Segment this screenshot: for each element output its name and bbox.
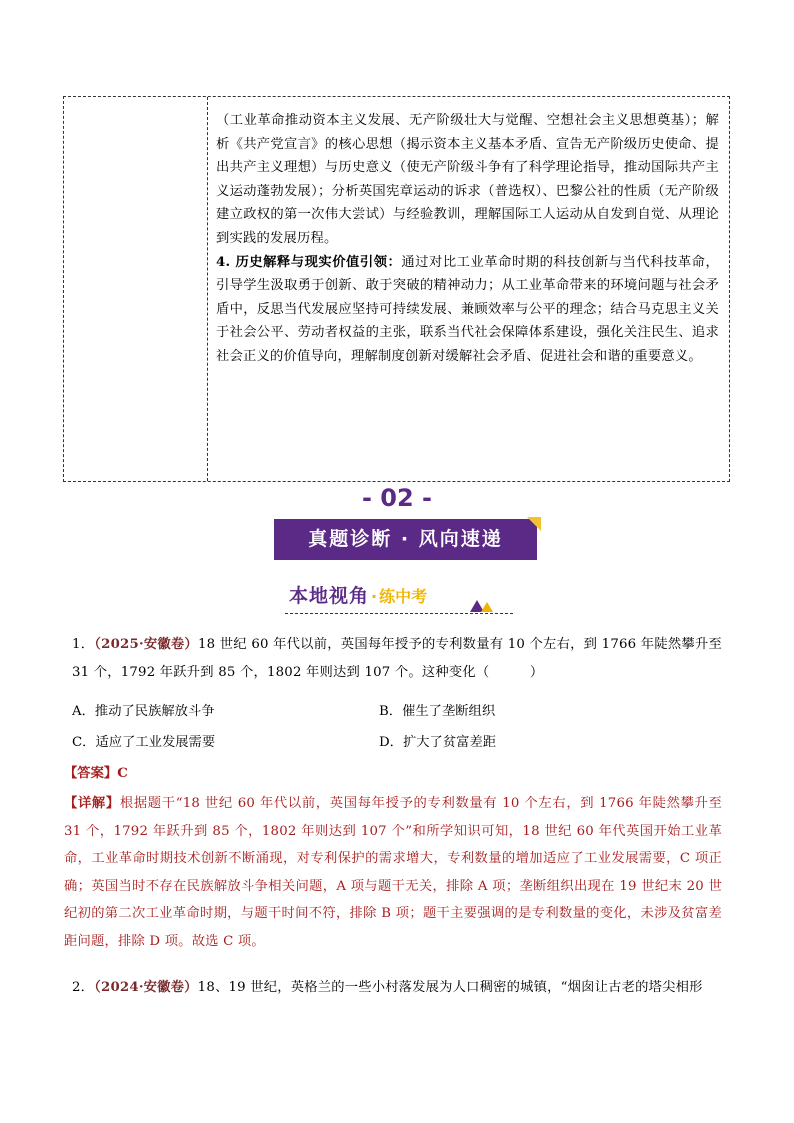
table-paragraph: （工业革命推动资本主义发展、无产阶级壮大与觉醒、空想社会主义思想奠基）；解析《共产党宣言》的核心思想（揭示资本主义基本矛盾、宣告无产阶级历史使命、提出共产主义理想）与历史意义（使无产阶级斗争有了科学理论指导，推动国际共产主义运动蓬勃发展）；分析英国宪章运动的诉求（普选权）、巴黎公社的性质（无产阶级建立政权的第一次伟大尝试）与经验教训，理解国际工人运动从自发到自觉、从理论到实践的发展历程。: [216, 113, 719, 246]
question-text: 18、19 世纪，英格兰的一些小村落发展为人口稠密的城镇，“烟囱让古老的塔尖相形: [197, 980, 703, 995]
option-c: C．适应了工业发展需要: [72, 735, 216, 750]
item-4-body: 通过对比工业革命时期的科技创新与当代科技革命，引导学生汲取勇于创新、敢于突破的精神动力；从工业革命带来的环境问题与社会矛盾中，反思当代发展应坚持可持续发展、兼顾效率与公平的理念；结合马克思主义关于社会公平、劳动者权益的主张，联系当代社会保障体系建设，强化关注民生、追求社会正义的价值导向，理解制度创新对缓解社会矛盾、促进社会和谐的重要意义。: [216, 254, 719, 364]
option-d: D．扩大了贫富差距: [379, 735, 497, 750]
subheading-main: 本地视角: [289, 585, 370, 607]
subheading-tail: 练中考: [379, 587, 428, 606]
detail-text: 根据题干“18 世纪 60 年代以前，英国每年授予的专利数量有 10 个左右，到 1766 年陡然攀升至 31 个，1792 年跃升到 85 个，1802 年则达到 107 个”和所学知识可知，18 世纪 60 年代英国开始工业革命，工业革命时期技术创新不断涌现，对专利保护的需求增大，专利数量的增加适应了工业发展需要，C 项正确；英国当时不存在民族解放斗争相关问题，A 项与题干无关，排除 A 项；垄断组织出现在 19 世纪末 20 世纪初的第二次工业革命时期，与题干时间不符，排除 B 项；题干主要强调的是专利数量的变化，未涉及贫富差距问题，排除 D 项。故选 C 项。: [64, 796, 722, 949]
table-item-4: [216, 251, 719, 369]
question-number: 1．: [72, 637, 95, 652]
table-left-cell: [64, 97, 208, 481]
answer-line: [64, 762, 128, 781]
answer-value: C: [117, 766, 128, 781]
subheading-dot: ·: [371, 587, 378, 606]
detail-label: 【详解】: [64, 796, 120, 811]
answer-label: 【答案】: [64, 766, 118, 781]
table-right-cell: [216, 109, 719, 369]
triangle-decoration-icon: [481, 602, 493, 612]
banner-corner-decoration: [527, 517, 541, 531]
item-4-title: 4. 历史解释与现实价值引领：: [216, 254, 402, 270]
question-1-stem: [72, 631, 722, 686]
question-text: 18 世纪 60 年代以前，英国每年授予的专利数量有 10 个左右，到 1766 年陡然攀升至 31 个，1792 年跃升到 85 个，1802 年则达到 107 个。这种变化（ ）: [72, 637, 722, 680]
option-b: B．催生了垄断组织: [379, 704, 496, 719]
option-a: A．推动了民族解放斗争: [72, 704, 215, 719]
question-2-stem: [72, 974, 722, 1002]
section-banner: 真题诊断 · 风向速递: [274, 519, 537, 560]
answer-detail: [64, 790, 722, 956]
question-source: （2024·安徽卷）: [94, 980, 198, 995]
section-number: - 02 -: [361, 484, 433, 512]
subheading-underline: [285, 613, 513, 614]
question-number: 2．: [72, 980, 95, 995]
objectives-table: [63, 96, 730, 482]
question-source: （2025·安徽卷）: [94, 637, 198, 652]
